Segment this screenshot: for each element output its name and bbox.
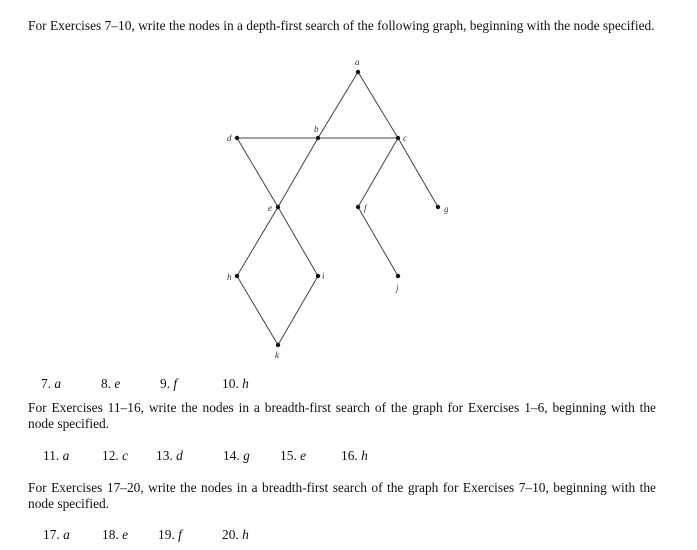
node-j: [396, 274, 400, 278]
label-j: j: [396, 283, 399, 293]
section3-intro: For Exercises 17–20, write the nodes in a breadth-first search of the graph for Exercises 7–10, beginning with the node specified.: [28, 480, 656, 511]
label-h: h: [227, 272, 232, 282]
edge-h-k: [237, 276, 278, 345]
exercise-7: 7. a: [41, 376, 62, 391]
exercise-10: 10. h: [222, 376, 249, 391]
node-a: [356, 70, 360, 74]
node-g: [436, 205, 440, 209]
node-c: [396, 136, 400, 140]
exercise-18: 18. e: [102, 527, 129, 542]
exercise-20: 20. h: [222, 527, 249, 542]
node-h: [235, 274, 239, 278]
exercise-16: 16. h: [341, 448, 368, 463]
exercise-9: 9. f: [160, 376, 178, 391]
edge-a-c: [358, 72, 398, 138]
section2-intro: For Exercises 11–16, write the nodes in a breadth-first search of the graph for Exercises 1–6, beginning with the node specified.: [28, 400, 656, 431]
exercise-8: 8. e: [101, 376, 121, 391]
node-e: [276, 205, 280, 209]
edge-f-j: [358, 207, 398, 276]
exercise-14: 14. g: [223, 448, 250, 463]
section1-intro: For Exercises 7–10, write the nodes in a depth-first search of the following graph, beginning with the node specified.: [28, 18, 655, 33]
edge-c-f: [358, 138, 398, 207]
edge-d-e: [237, 138, 278, 207]
node-k: [276, 343, 280, 347]
label-c: c: [403, 133, 407, 143]
node-d: [235, 136, 239, 140]
exercise-15: 15. e: [280, 448, 307, 463]
label-a: a: [355, 57, 360, 67]
edge-a-b: [318, 72, 358, 138]
exercise-17: 17. a: [43, 527, 70, 542]
edge-e-i: [278, 207, 318, 276]
node-b: [316, 136, 320, 140]
label-g: g: [444, 204, 449, 214]
edge-e-h: [237, 207, 278, 276]
label-b: b: [314, 124, 319, 134]
node-f: [356, 205, 360, 209]
edge-b-e: [278, 138, 318, 207]
exercise-19: 19. f: [158, 527, 182, 542]
label-f: f: [364, 203, 367, 213]
exercise-12: 12. c: [102, 448, 129, 463]
edge-c-g: [398, 138, 438, 207]
edge-i-k: [278, 276, 318, 345]
exercise-13: 13. d: [156, 448, 183, 463]
label-d: d: [227, 133, 232, 143]
label-k: k: [275, 350, 279, 360]
label-i: i: [322, 271, 325, 281]
graph-nodes: [235, 70, 440, 347]
label-e: e: [268, 203, 272, 213]
exercise-11: 11. a: [43, 448, 70, 463]
node-i: [316, 274, 320, 278]
